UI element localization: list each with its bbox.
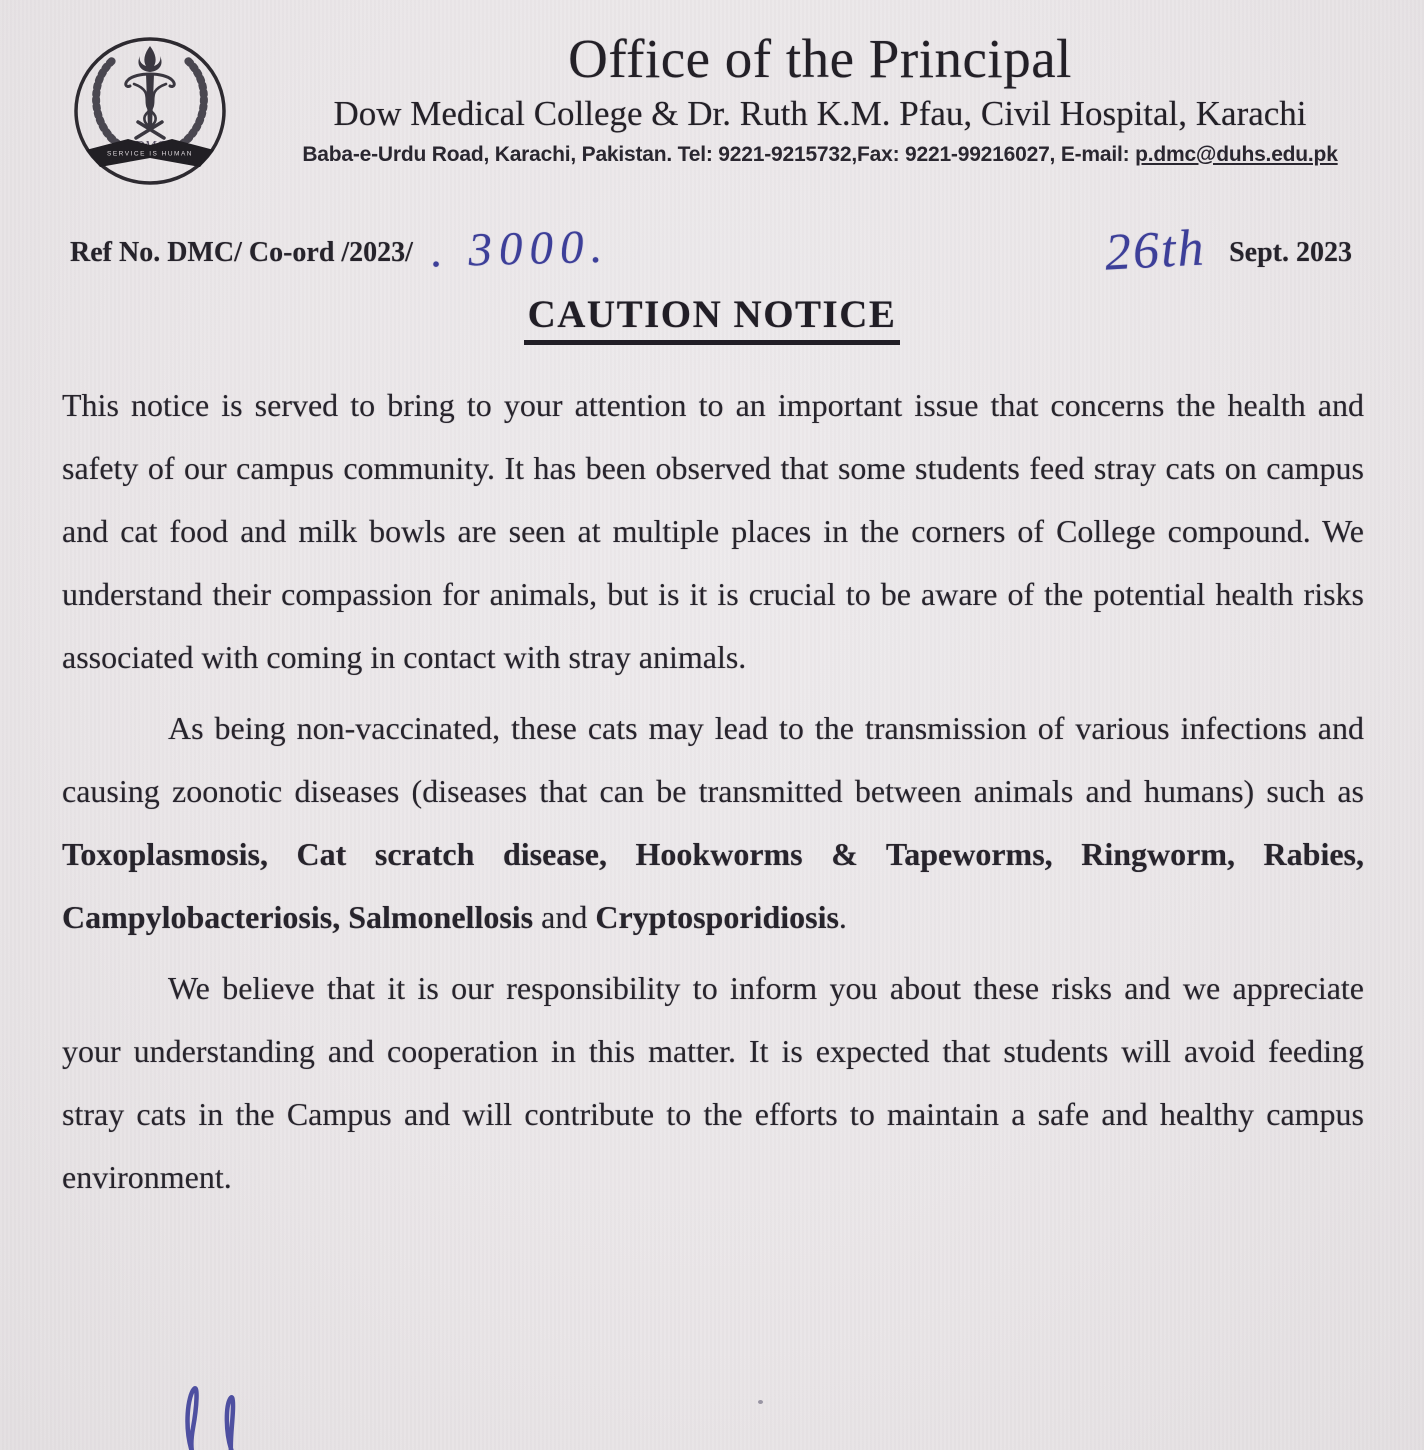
letterhead xyxy=(0,28,1424,167)
dmc-logo xyxy=(70,34,230,189)
notice-title xyxy=(0,292,1424,345)
paragraph-text: As being non-vaccinated, these cats may lead to the transmission of various infections and causing zoonotic diseases (diseases that can be transmitted between animals and humans) such as xyxy=(62,710,1364,809)
reference-number-group xyxy=(70,219,610,278)
reference-row xyxy=(70,215,1352,282)
contact-address: Baba-e-Urdu Road, Karachi, Pakistan. Tel: 9221-9215732,Fax: 9221-99216027, E-mail: xyxy=(302,142,1136,166)
ref-number-label: Ref No. DMC/ Co-ord /2023/ xyxy=(70,237,413,268)
ink-speck xyxy=(758,1400,763,1404)
notice-paragraph xyxy=(62,374,1364,689)
paragraph-text: We believe that it is our responsibility to inform you about these risks and we appreciate your understanding and cooperation in this matter. It is expected that students will avoid feeding stray cats in the Campus and will contribute to the efforts to maintain a safe and healthy campus environment. xyxy=(62,970,1364,1195)
dmc-crest-icon xyxy=(70,34,230,189)
paragraph-text: . xyxy=(838,899,847,935)
signature-stroke-icon xyxy=(162,1382,292,1450)
handwritten-ref-number: . 3000. xyxy=(430,220,610,278)
handwritten-date-day: 26th xyxy=(1103,219,1207,282)
letterhead-text xyxy=(232,28,1408,167)
date-group xyxy=(1103,215,1352,282)
paragraph-text: This notice is served to bring to your attention to an important issue that concerns the health and safety of our campus community. It has been observed that some students feed stray cats on campus and cat food and milk bowls are seen at multiple places in the corners of College compound. We understand their compassion for animals, but is it is crucial to be aware of the potential health risks associated with coming in contact with stray animals. xyxy=(62,387,1364,675)
disease-names-bold: Cryptosporidiosis xyxy=(595,899,839,935)
signature-ink-fragment xyxy=(162,1382,292,1450)
email-link[interactable]: p.dmc@duhs.edu.pk xyxy=(1135,142,1338,166)
notice-paragraph xyxy=(62,957,1364,1209)
disease-names-bold: Toxoplasmosis, Cat scratch disease, Hookworms & Tapeworms, Ringworm, Rabies, Campylobacteriosis, Salmonellosis xyxy=(62,836,1364,935)
institution-name: Dow Medical College & Dr. Ruth K.M. Pfau, Civil Hospital, Karachi xyxy=(333,93,1307,133)
notice-body xyxy=(62,374,1364,1209)
contact-line xyxy=(232,143,1408,167)
printed-date: Sept. 2023 xyxy=(1229,237,1352,268)
logo-banner-motto: SERVICE IS HUMAN xyxy=(106,150,194,158)
notice-title-text: CAUTION NOTICE xyxy=(524,292,901,345)
office-title: Office of the Principal xyxy=(568,28,1072,89)
notice-paragraph xyxy=(62,697,1364,949)
paragraph-text: and xyxy=(533,899,596,935)
